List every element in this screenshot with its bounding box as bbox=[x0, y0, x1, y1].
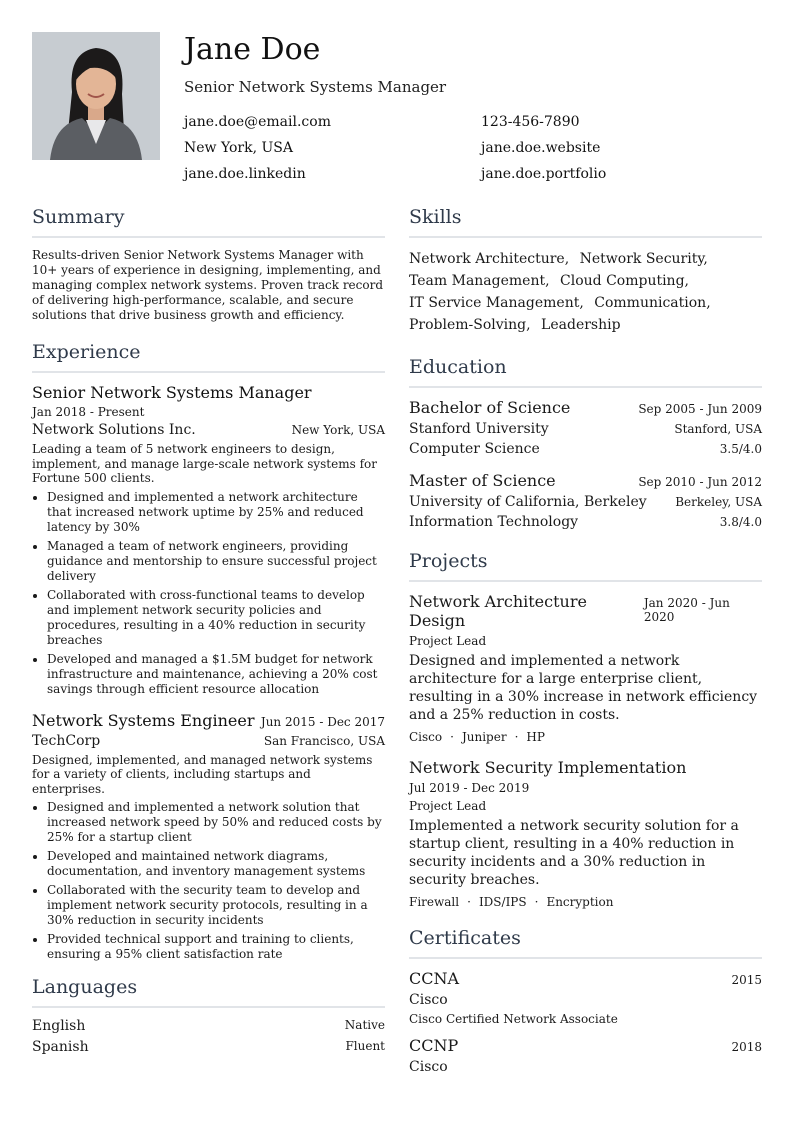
job-bullet: • Managed a team of network engineers, providing guidance and mentorship to ensure successful project delivery bbox=[47, 539, 385, 584]
skill-item: Problem-Solving, bbox=[409, 317, 531, 333]
project-role: Project Lead bbox=[409, 634, 487, 648]
contact-phone[interactable]: 123-456-7890 bbox=[481, 114, 580, 130]
certificate-entry bbox=[409, 1036, 762, 1075]
edu-date: Sep 2005 - Jun 2009 bbox=[638, 402, 762, 416]
skill-item: Team Management, bbox=[409, 273, 550, 289]
contact-location: New York, USA bbox=[184, 140, 293, 156]
project-description: Implemented a network security solution for a startup client, resulting in a 40% reduction in security incidents and a 30% reduction in security breaches. bbox=[409, 818, 739, 888]
job-bullets bbox=[32, 490, 385, 697]
edu-date: Sep 2010 - Jun 2012 bbox=[638, 475, 762, 489]
project-entry bbox=[409, 592, 762, 744]
job-description: Designed, implemented, and managed network systems for a variety of clients, including startups and enterprises. bbox=[32, 752, 373, 796]
certificate-name: CCNP bbox=[409, 1036, 459, 1055]
contact-linkedin[interactable]: jane.doe.linkedin bbox=[184, 166, 306, 182]
education-entry bbox=[409, 471, 762, 530]
skills-heading: Skills bbox=[409, 206, 762, 238]
language-item bbox=[32, 1018, 385, 1034]
certificate-issuer: Cisco bbox=[409, 1059, 448, 1075]
language-name: English bbox=[32, 1018, 86, 1034]
project-title: Network Architecture Design bbox=[409, 592, 587, 630]
job-entry bbox=[32, 383, 385, 697]
edu-school: Stanford University bbox=[409, 421, 549, 437]
job-company: TechCorp bbox=[32, 732, 101, 749]
job-description: Leading a team of 5 network engineers to design, implement, and manage large-scale network systems for Fortune 500 clients. bbox=[32, 442, 377, 485]
project-role: Project Lead bbox=[409, 799, 487, 813]
certificate-issuer: Cisco bbox=[409, 992, 448, 1008]
project-tags: Firewall · IDS/IPS · Encryption bbox=[409, 895, 614, 909]
job-bullet: • Developed and maintained network diagrams, documentation, and inventory management systems bbox=[47, 849, 385, 879]
certificate-year: 2018 bbox=[731, 1040, 762, 1054]
edu-location: Stanford, USA bbox=[674, 422, 762, 436]
job-bullets bbox=[32, 800, 385, 962]
project-tag: Encryption bbox=[546, 895, 614, 909]
project-date: Jan 2020 - Jun 2020 bbox=[643, 596, 730, 624]
edu-school: University of California, Berkeley bbox=[409, 494, 647, 510]
job-location: San Francisco, USA bbox=[263, 733, 385, 748]
project-title: Network Security Implementation bbox=[409, 758, 687, 777]
contact-website[interactable]: jane.doe.website bbox=[481, 140, 601, 156]
contact-portfolio[interactable]: jane.doe.portfolio bbox=[481, 166, 607, 182]
skill-item: Cloud Computing, bbox=[560, 273, 689, 289]
job-title: Network Systems Engineer bbox=[32, 710, 255, 730]
job-bullet: • Collaborated with cross-functional teams to develop and implement network security policies and procedures, resulting in a 40% reduction in security breaches bbox=[47, 588, 385, 648]
skills-list bbox=[409, 248, 762, 336]
certificates-heading: Certificates bbox=[409, 927, 762, 959]
profile-photo bbox=[32, 32, 160, 160]
job-date: Jan 2018 - Present bbox=[32, 405, 145, 419]
job-date: Jun 2015 - Dec 2017 bbox=[260, 714, 385, 729]
left-column bbox=[32, 206, 385, 1060]
job-bullet: • Collaborated with the security team to develop and implement network security protocols, resulting in a 30% reduction in security incidents bbox=[47, 883, 385, 928]
project-tag: IDS/IPS bbox=[478, 895, 527, 909]
skill-item: Network Architecture, bbox=[409, 251, 570, 267]
education-heading: Education bbox=[409, 356, 762, 388]
job-bullet: • Provided technical support and training to clients, ensuring a 95% client satisfaction rate bbox=[47, 932, 385, 962]
project-description: Designed and implemented a network architecture for a large enterprise client, resulting in a 30% increase in network efficiency and a 25% reduction in costs. bbox=[409, 653, 758, 723]
edu-gpa: 3.8/4.0 bbox=[719, 515, 762, 529]
skill-item: Communication, bbox=[594, 295, 711, 311]
skill-item: IT Service Management, bbox=[409, 295, 584, 311]
edu-degree: Bachelor of Science bbox=[409, 398, 571, 417]
job-bullet: • Designed and implemented a network architecture that increased network uptime by 25% and reduced latency by 30% bbox=[47, 490, 385, 535]
edu-field: Information Technology bbox=[409, 514, 579, 530]
certificate-year: 2015 bbox=[731, 973, 762, 987]
language-name: Spanish bbox=[32, 1039, 89, 1055]
edu-location: Berkeley, USA bbox=[675, 495, 762, 509]
job-bullet: • Developed and managed a $1.5M budget for network infrastructure and maintenance, achieving a 20% cost savings through efficient resource allocation bbox=[47, 652, 385, 697]
project-tag: Cisco bbox=[409, 730, 443, 744]
edu-gpa: 3.5/4.0 bbox=[719, 442, 762, 456]
project-tag: Firewall bbox=[409, 895, 460, 909]
projects-heading: Projects bbox=[409, 550, 762, 582]
job-entry bbox=[32, 711, 385, 963]
certificate-description: Cisco Certified Network Associate bbox=[409, 1012, 618, 1026]
project-entry bbox=[409, 758, 762, 909]
contact-email[interactable]: jane.doe@email.com bbox=[184, 114, 331, 130]
language-level: Fluent bbox=[345, 1039, 385, 1053]
certificate-name: CCNA bbox=[409, 969, 460, 988]
project-date: Jul 2019 - Dec 2019 bbox=[409, 781, 530, 795]
summary-heading: Summary bbox=[32, 206, 385, 238]
certificate-entry bbox=[409, 969, 762, 1026]
job-bullet: • Designed and implemented a network solution that increased network speed by 50% and reduced costs by 25% for a startup client bbox=[47, 800, 385, 845]
right-column bbox=[409, 206, 762, 1085]
skill-item: Network Security, bbox=[579, 251, 708, 267]
edu-degree: Master of Science bbox=[409, 471, 556, 490]
project-tag: Juniper bbox=[461, 730, 507, 744]
project-tag: HP bbox=[526, 730, 545, 744]
job-location: New York, USA bbox=[291, 423, 385, 437]
skill-item: Leadership bbox=[541, 317, 621, 333]
project-tags: Cisco · Juniper · HP bbox=[409, 730, 545, 744]
languages-heading: Languages bbox=[32, 976, 385, 1008]
job-company: Network Solutions Inc. bbox=[32, 422, 196, 438]
candidate-name: Jane Doe bbox=[184, 32, 321, 67]
language-item bbox=[32, 1039, 385, 1055]
education-entry bbox=[409, 398, 762, 457]
job-title: Senior Network Systems Manager bbox=[32, 383, 312, 402]
candidate-title: Senior Network Systems Manager bbox=[184, 78, 447, 96]
language-level: Native bbox=[344, 1018, 385, 1032]
edu-field: Computer Science bbox=[409, 441, 540, 457]
summary-text: Results-driven Senior Network Systems Manager with 10+ years of experience in designing, implementing, and managing complex network systems. Proven track record of delivering high-performance, scalable, and secure solutions that drive business growth and efficiency. bbox=[32, 248, 384, 322]
experience-heading: Experience bbox=[32, 341, 385, 373]
